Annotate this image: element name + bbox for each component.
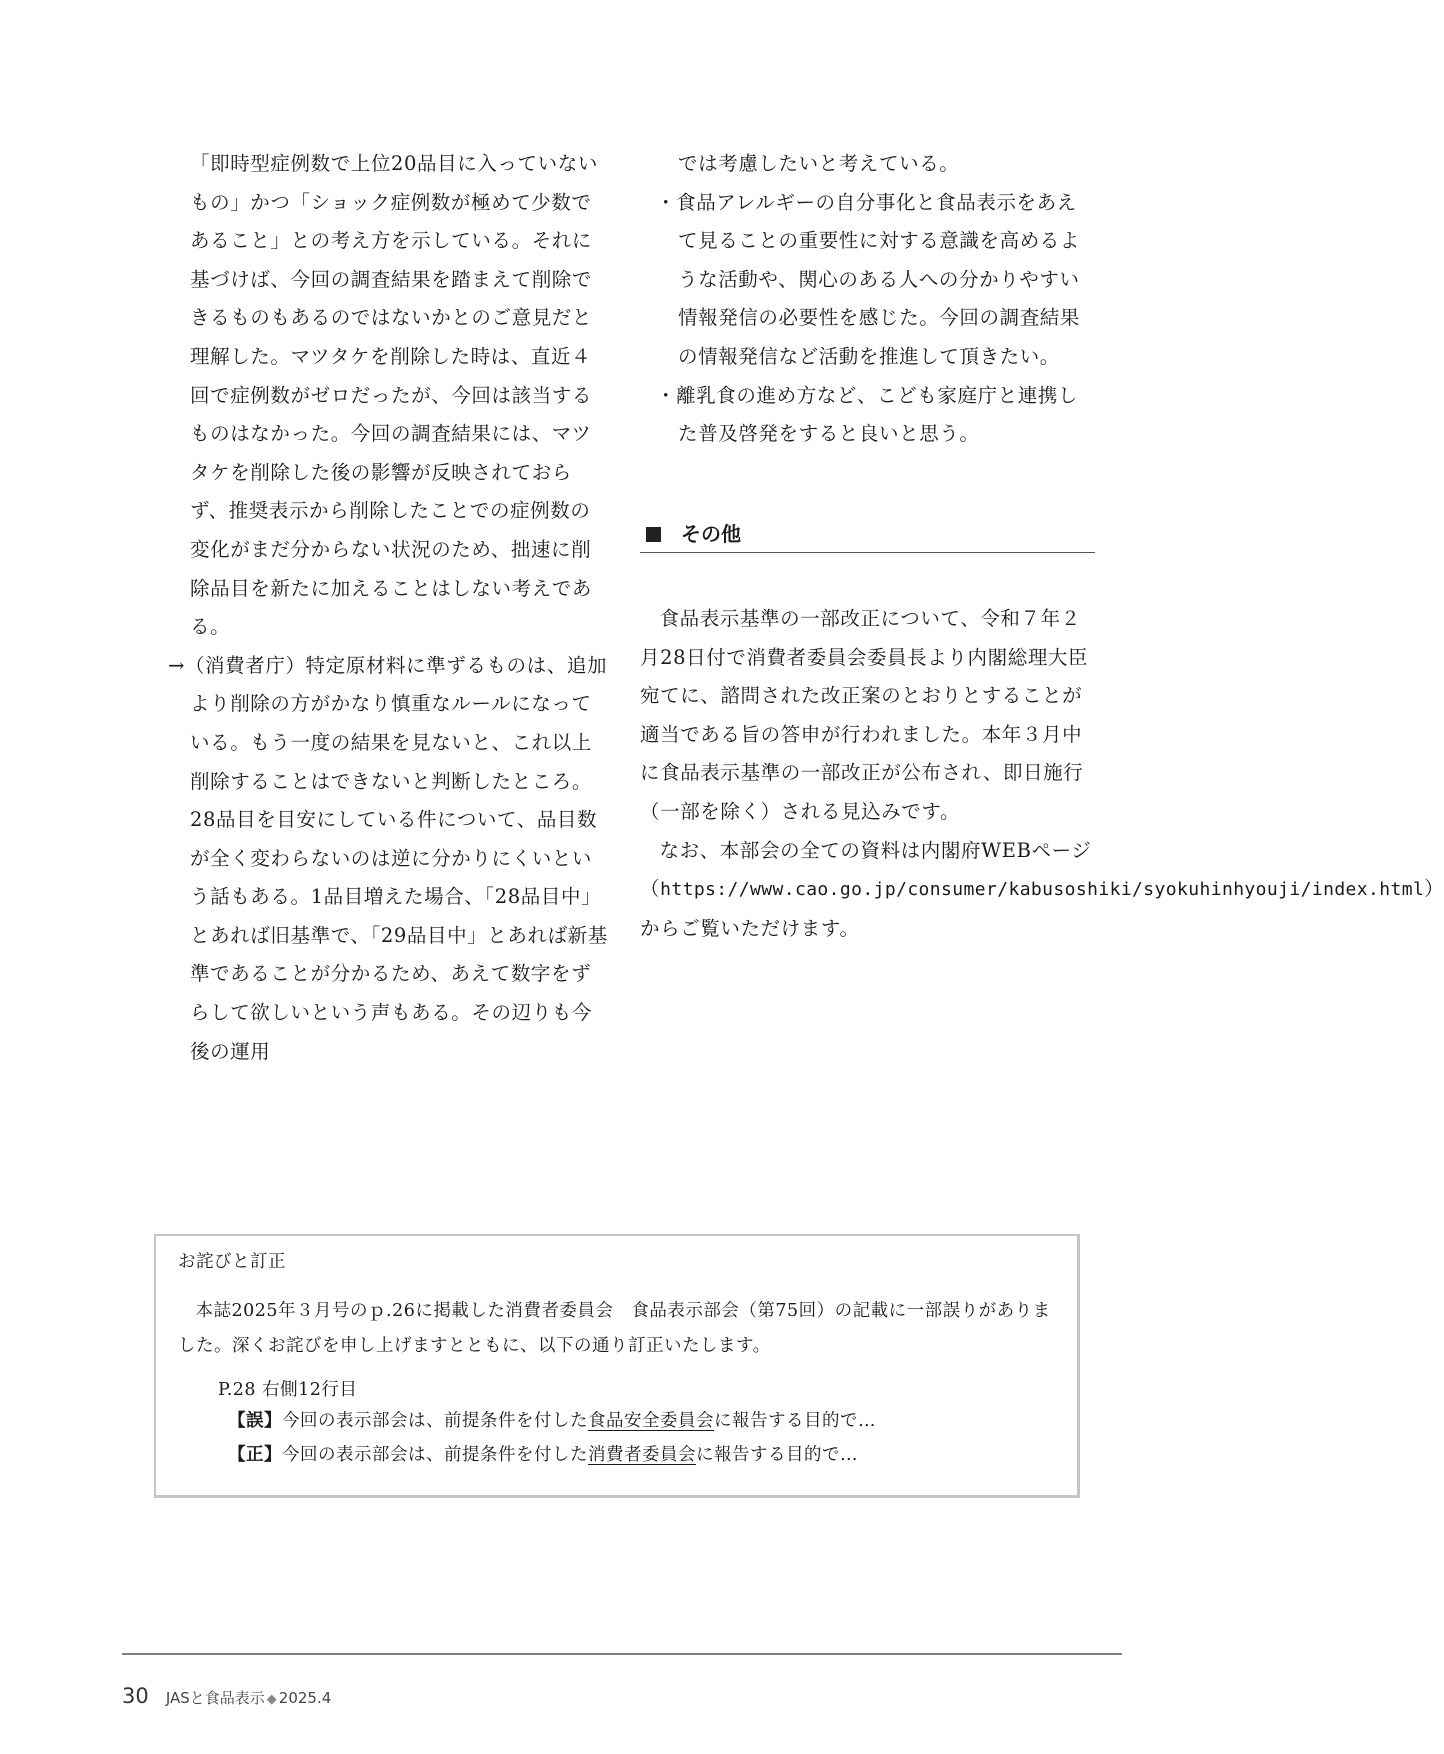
left-paragraph: 「即時型症例数で上位20品目に入っていないもの」かつ「ショック症例数が極めて少数であること」との考え方を示している。それに基づけば、今回の調査結果を踏まえて削除できるものもあるのではないかとのご意見だと理解した。マツタケを削除した時は、直近４回で症例数がゼロだったが、今回は該当するものはなかった。今回の調査結果には、マツタケを削除した後の影響が反映されておらず、推奨表示から削除したことでの症例数の変化がまだ分からない状況のため、拙速に削除品目を新たに加えることはしない考えである。: [190, 152, 598, 639]
bullet-item: [640, 377, 1095, 454]
wrong-suffix: に報告する目的で…: [714, 1411, 876, 1431]
erratum-title: お詫びと訂正: [178, 1252, 286, 1272]
page-footer: [122, 1684, 331, 1708]
left-column: [168, 145, 610, 1071]
footer-rule: [122, 1653, 1122, 1655]
wrong-prefix: 今回の表示部会は、前提条件を付した: [282, 1411, 588, 1431]
correct-label: 【正】: [228, 1445, 282, 1465]
resources-prefix: なお、本部会の全ての資料は内閣府WEBページ（: [640, 838, 1092, 901]
bullet-icon: ・: [656, 383, 677, 407]
section-heading: [640, 516, 1095, 553]
arrow-item-text: （消費者庁）特定原材料に準ずるものは、追加より削除の方がかなり慎重なルールになっている。もう一度の結果を見ないと、これ以上削除することはできないと判断したところ。28品目を目安にしている件について、品目数が全く変わらないのは逆に分かりにくいという話もある。1品目増えた場合、「28品目中」とあれば旧基準で、「29品目中」とあれば新基準であることが分かるため、あえて数字をずらして欲しいという声もある。その辺りも今後の運用: [184, 653, 608, 1063]
correct-suffix: に報告する目的で…: [696, 1445, 858, 1465]
erratum-wrong-row: [228, 1405, 876, 1437]
erratum-body: [178, 1294, 1058, 1364]
arrow-item: [168, 647, 610, 1072]
journal-name: JASと食品表示: [165, 1689, 265, 1707]
correct-prefix: 今回の表示部会は、前提条件を付した: [282, 1445, 588, 1465]
section-paragraph-resources: [640, 832, 1444, 949]
erratum-correct-row: [228, 1439, 858, 1471]
bullet-item: [640, 184, 1095, 377]
diamond-icon: ◆: [266, 1692, 277, 1707]
right-continuation: では考慮したいと考えている。: [678, 152, 960, 175]
correct-underlined: 消費者委員会: [588, 1445, 696, 1465]
issue-date: 2025.4: [278, 1689, 332, 1707]
section-paragraph: 食品表示基準の一部改正について、令和７年２月28日付で消費者委員会委員長より内閣総理大臣宛てに、諮問された改正案のとおりとすることが適当である旨の答申が行われました。本年３月中に食品表示基準の一部改正が公布され、即日施行（一部を除く）される見込みです。: [640, 607, 1089, 823]
erratum-location: P.28 右側12行目: [218, 1380, 358, 1400]
bullet-icon: ・: [656, 190, 677, 214]
arrow-icon: →: [168, 653, 185, 677]
bullet-text: 離乳食の進め方など、こども家庭庁と連携した普及啓発をすると良いと思う。: [676, 383, 1079, 446]
square-bullet-icon: [646, 527, 661, 542]
wrong-label: 【誤】: [228, 1411, 282, 1431]
resources-url-link[interactable]: https://www.cao.go.jp/consumer/kabusoshiki/syokuhinhyouji/index.html: [660, 879, 1425, 901]
page-number: 30: [122, 1684, 149, 1708]
bullet-text: 食品アレルギーの自分事化と食品表示をあえて見ることの重要性に対する意識を高めるような活動や、関心のある人への分かりやすい情報発信の必要性を感じた。今回の調査結果の情報発信など活動を推進して頂きたい。: [676, 190, 1081, 368]
right-column: [640, 145, 1095, 454]
section-body: [640, 600, 1444, 948]
erratum-box: [154, 1234, 1080, 1498]
section-heading-text: その他: [681, 522, 741, 546]
resources-suffix: ）からご覧いただけます。: [640, 877, 1444, 940]
erratum-body-text: 本誌2025年３月号のｐ.26に掲載した消費者委員会 食品表示部会（第75回）の記載に一部誤りがありました。深くお詫びを申し上げますとともに、以下の通り訂正いたします。: [178, 1301, 1051, 1356]
wrong-underlined: 食品安全委員会: [588, 1411, 714, 1431]
